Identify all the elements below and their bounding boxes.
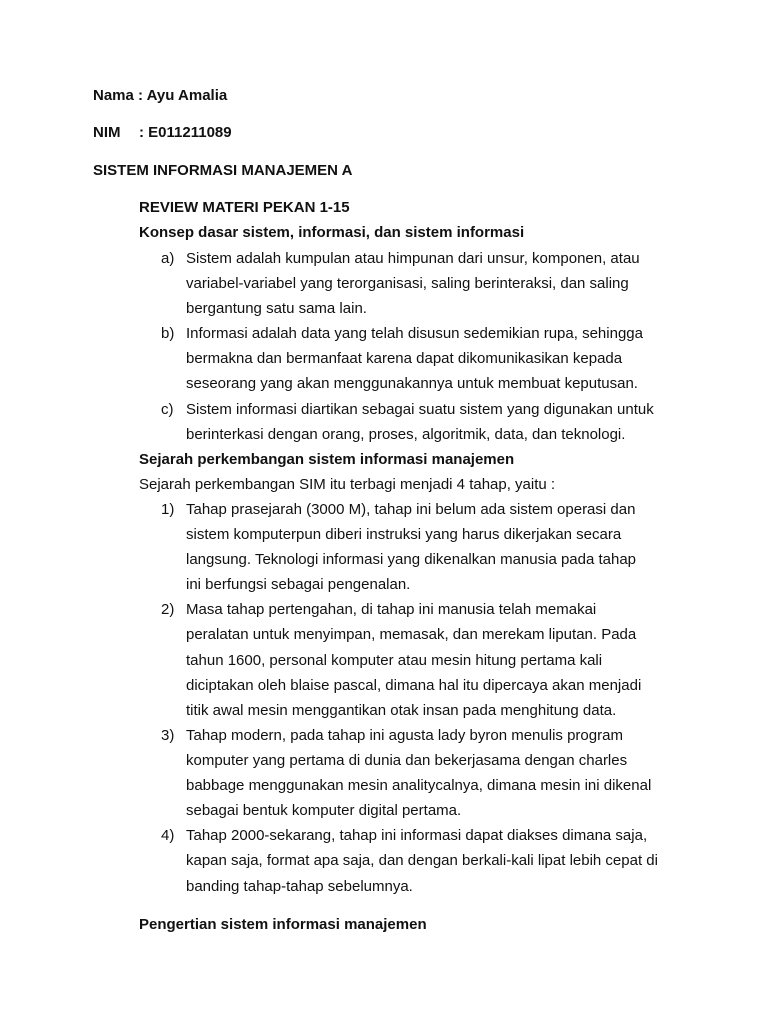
list-item-line: Tahap 2000-sekarang, tahap ini informasi dapat diakses dimana saja, (186, 827, 648, 844)
list-item-line: berinterkasi dengan orang, proses, algoritmik, data, dan teknologi. (186, 426, 626, 443)
list-item-line: Tahap modern, pada tahap ini agusta lady byron menulis program (186, 727, 623, 744)
course-title: SISTEM INFORMASI MANAJEMEN A (93, 162, 353, 179)
list-marker: 4) (161, 827, 175, 844)
list-marker: c) (161, 401, 174, 418)
nim-value: : E011211089 (139, 124, 232, 141)
list-item-line: kapan saja, format apa saja, dan dengan berkali-kali lipat lebih cepat di (186, 852, 658, 869)
section-title-pengertian: Pengertian sistem informasi manajemen (139, 916, 427, 933)
nim-label: NIM (93, 124, 121, 141)
list-item-line: Tahap prasejarah (3000 M), tahap ini belum ada sistem operasi dan (186, 501, 636, 518)
review-title: REVIEW MATERI PEKAN 1-15 (139, 199, 350, 216)
list-item-line: bermakna dan bermanfaat karena dapat dikomunikasikan kepada (186, 350, 623, 367)
list-item-line: variabel-variabel yang terorganisasi, saling berinteraksi, dan saling (186, 275, 629, 292)
list-item-line: langsung. Teknologi informasi yang dikenalkan manusia pada tahap (186, 551, 637, 568)
list-marker: b) (161, 325, 175, 342)
list-item-line: seseorang yang akan menggunakannya untuk membuat keputusan. (186, 375, 638, 392)
list-marker: 2) (161, 601, 175, 618)
section-title-konsep: Konsep dasar sistem, informasi, dan sistem informasi (139, 224, 525, 241)
student-name: Nama : Ayu Amalia (93, 87, 228, 104)
list-item-line: bergantung satu sama lain. (186, 300, 367, 317)
list-marker: 3) (161, 727, 175, 744)
list-item-line: komputer yang pertama di dunia dan bekerjasama dengan charles (186, 752, 628, 769)
list-item-line: tahun 1600, personal komputer atau mesin hitung pertama kali (186, 652, 603, 669)
section-title-sejarah: Sejarah perkembangan sistem informasi manajemen (139, 451, 515, 468)
list-item-line: banding tahap-tahap sebelumnya. (186, 878, 413, 895)
list-item-line: sistem komputerpun diberi instruksi yang harus dikerjakan secara (186, 526, 622, 543)
list-item-line: Sistem informasi diartikan sebagai suatu sistem yang digunakan untuk (186, 401, 654, 418)
list-item-line: peralatan untuk menyimpan, memasak, dan merekam liputan. Pada (186, 626, 637, 643)
list-item-line: Sistem adalah kumpulan atau himpunan dari unsur, komponen, atau (186, 250, 640, 267)
list-item-line: Informasi adalah data yang telah disusun sedemikian rupa, sehingga (186, 325, 643, 342)
list-item-line: titik awal mesin menggantikan otak insan pada menghitung data. (186, 702, 617, 719)
list-item-line: sebagai bentuk komputer digital pertama. (186, 802, 462, 819)
section-intro: Sejarah perkembangan SIM itu terbagi menjadi 4 tahap, yaitu : (139, 476, 556, 493)
list-item-line: diciptakan oleh blaise pascal, dimana hal itu dipercaya akan menjadi (186, 677, 642, 694)
list-marker: 1) (161, 501, 175, 518)
list-marker: a) (161, 250, 175, 267)
list-item-line: babbage menggunakan mesin analitycalnya, dimana mesin ini dikenal (186, 777, 652, 794)
list-item-line: ini berfungsi sebagai pengenalan. (186, 576, 411, 593)
list-item-line: Masa tahap pertengahan, di tahap ini manusia telah memakai (186, 601, 597, 618)
